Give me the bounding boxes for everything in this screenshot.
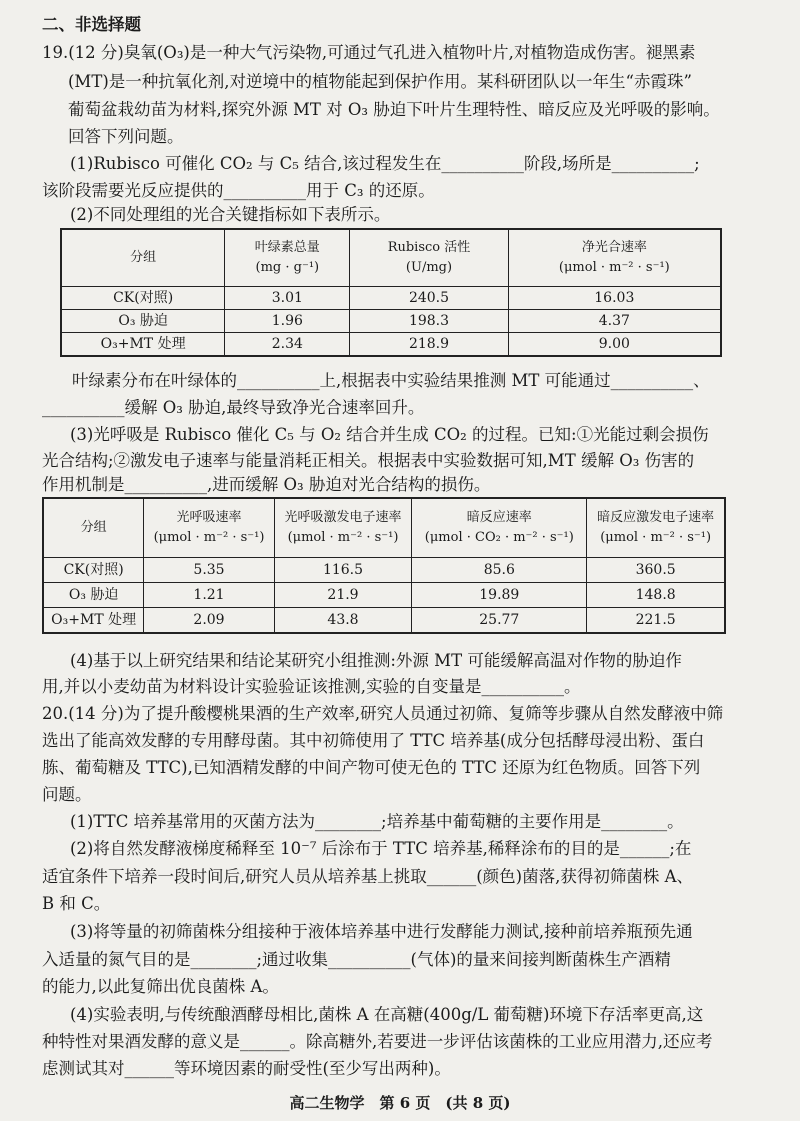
q20-text: 种特性对果酒发酵的意义是______。除高糖外,若要进一步评估该菌株的工业应用潜力,还应考 xyxy=(42,1032,713,1051)
cell: 3.01 xyxy=(225,287,350,310)
table-header xyxy=(508,229,721,287)
cell: O₃+MT 处理 xyxy=(61,333,225,357)
cell: O₃ 胁迫 xyxy=(61,310,225,333)
cell: CK(对照) xyxy=(43,558,144,583)
table-row xyxy=(43,608,725,634)
cell: 16.03 xyxy=(508,287,721,310)
q19-text: (1)Rubisco 可催化 CO₂ 与 C₅ 结合,该过程发生在__________阶段,场所是__________; xyxy=(70,154,700,173)
q19-text: (MT)是一种抗氧化剂,对逆境中的植物能起到保护作用。某科研团队以一年生“赤霞珠” xyxy=(68,72,692,91)
cell: CK(对照) xyxy=(61,287,225,310)
q19-text: 回答下列问题。 xyxy=(68,127,184,146)
header-unit: (μmol · m⁻² · s⁻¹) xyxy=(287,530,399,545)
q20-text: 20.(14 分)为了提升酸樱桃果酒的生产效率,研究人员通过初筛、复筛等步骤从自然发酵液中筛 xyxy=(42,704,724,723)
q19-text: __________缓解 O₃ 胁迫,最终导致净光合速率回升。 xyxy=(42,398,425,417)
table-row xyxy=(43,558,725,583)
q19-text: 用,并以小麦幼苗为材料设计实验验证该推测,实验的自变量是__________。 xyxy=(42,677,581,696)
cell: 21.9 xyxy=(274,583,412,608)
table-header xyxy=(412,498,587,558)
cell: O₃+MT 处理 xyxy=(43,608,144,634)
header-label: 分组 xyxy=(130,250,157,265)
q20-text: (4)实验表明,与传统酿酒酵母相比,菌株 A 在高糖(400g/L 葡萄糖)环境下存活率更高,这 xyxy=(70,1005,704,1024)
table-photosynthesis-indicators xyxy=(60,228,722,357)
header-unit: (U/mg) xyxy=(405,260,453,275)
cell: 240.5 xyxy=(350,287,508,310)
table-row xyxy=(61,287,721,310)
q20-text: 胨、葡萄糖及 TTC),已知酒精发酵的中间产物可使无色的 TTC 还原为红色物质。回答下列 xyxy=(42,758,701,777)
header-unit: (μmol · m⁻² · s⁻¹) xyxy=(558,260,670,275)
cell: 2.34 xyxy=(225,333,350,357)
q20-text: 虑测试其对______等环境因素的耐受性(至少写出两种)。 xyxy=(42,1059,451,1078)
cell: O₃ 胁迫 xyxy=(43,583,144,608)
q20-text: 的能力,以此复筛出优良菌株 A。 xyxy=(42,977,279,996)
q20-text: 问题。 xyxy=(42,785,92,804)
q20-text: 选出了能高效发酵的专用酵母菌。其中初筛使用了 TTC 培养基(成分包括酵母浸出粉、蛋白 xyxy=(42,731,705,750)
q19-text: 叶绿素分布在叶绿体的__________上,根据表中实验结果推测 MT 可能通过__________、 xyxy=(72,371,710,390)
cell: 360.5 xyxy=(587,558,725,583)
page-footer: 高二生物学 第 6 页 (共 8 页) xyxy=(289,1094,511,1112)
cell: 218.9 xyxy=(350,333,508,357)
header-label: 光呼吸激发电子速率 xyxy=(284,510,402,525)
header-label: Rubisco 活性 xyxy=(387,240,471,255)
header-unit: (μmol · m⁻² · s⁻¹) xyxy=(153,530,265,545)
header-label: 叶绿素总量 xyxy=(254,240,320,255)
q19-text: 葡萄盆栽幼苗为材料,探究外源 MT 对 O₃ 胁迫下叶片生理特性、暗反应及光呼吸的影响。 xyxy=(68,100,720,119)
cell: 19.89 xyxy=(412,583,587,608)
q19-text: (2)不同处理组的光合关键指标如下表所示。 xyxy=(70,205,391,224)
table-header-row xyxy=(61,229,721,287)
header-label: 暗反应激发电子速率 xyxy=(597,510,715,525)
cell: 148.8 xyxy=(587,583,725,608)
cell: 1.21 xyxy=(144,583,274,608)
cell: 9.00 xyxy=(508,333,721,357)
q19-text: 19.(12 分)臭氧(O₃)是一种大气污染物,可通过气孔进入植物叶片,对植物造成伤害。褪黑素 xyxy=(42,43,696,62)
q20-text: (1)TTC 培养基常用的灭菌方法为________;培养基中葡萄糖的主要作用是________。 xyxy=(70,812,684,831)
header-unit: (μmol · CO₂ · m⁻² · s⁻¹) xyxy=(424,530,574,545)
q20-text: B 和 C。 xyxy=(42,894,111,913)
table-header xyxy=(225,229,350,287)
cell: 1.96 xyxy=(225,310,350,333)
cell: 43.8 xyxy=(274,608,412,634)
table-header xyxy=(587,498,725,558)
cell: 198.3 xyxy=(350,310,508,333)
q19-text: (3)光呼吸是 Rubisco 催化 C₅ 与 O₂ 结合并生成 CO₂ 的过程。已知:①光能过剩会损伤 xyxy=(70,425,709,444)
header-label: 光呼吸速率 xyxy=(176,510,242,525)
header-label: 分组 xyxy=(80,520,107,535)
cell: 2.09 xyxy=(144,608,274,634)
header-label: 净光合速率 xyxy=(581,240,647,255)
table-row xyxy=(61,310,721,333)
q20-text: 入适量的氮气目的是________;通过收集__________(气体)的量来间接判断菌株生产酒精 xyxy=(42,950,671,969)
cell: 85.6 xyxy=(412,558,587,583)
section-heading: 二、非选择题 xyxy=(42,15,141,34)
cell: 25.77 xyxy=(412,608,587,634)
q20-text: 适宜条件下培养一段时间后,研究人员从培养基上挑取______(颜色)菌落,获得初筛菌株 A、 xyxy=(42,867,694,886)
table-row xyxy=(43,583,725,608)
table-header xyxy=(350,229,508,287)
cell: 4.37 xyxy=(508,310,721,333)
q19-text: (4)基于以上研究结果和结论某研究小组推测:外源 MT 可能缓解高温对作物的胁迫作 xyxy=(70,651,682,670)
table-header xyxy=(144,498,274,558)
cell: 221.5 xyxy=(587,608,725,634)
table-header xyxy=(61,229,225,287)
q20-text: (3)将等量的初筛菌株分组接种于液体培养基中进行发酵能力测试,接种前培养瓶预先通 xyxy=(70,922,693,941)
q20-text: (2)将自然发酵液梯度稀释至 10⁻⁷ 后涂布于 TTC 培养基,稀释涂布的目的是______;在 xyxy=(70,839,692,858)
q19-text: 作用机制是__________,进而缓解 O₃ 胁迫对光合结构的损伤。 xyxy=(42,475,491,494)
header-unit: (μmol · m⁻² · s⁻¹) xyxy=(600,530,712,545)
q19-text: 该阶段需要光反应提供的__________用于 C₃ 的还原。 xyxy=(42,181,435,200)
table-header xyxy=(274,498,412,558)
table-photorespiration xyxy=(42,497,726,634)
cell: 116.5 xyxy=(274,558,412,583)
q19-text: 光合结构;②激发电子速率与能量消耗正相关。根据表中实验数据可知,MT 缓解 O₃ 伤害的 xyxy=(42,451,695,470)
header-label: 暗反应速率 xyxy=(466,510,532,525)
table-row xyxy=(61,333,721,357)
table-header xyxy=(43,498,144,558)
header-unit: (mg · g⁻¹) xyxy=(255,260,320,275)
table-header-row xyxy=(43,498,725,558)
cell: 5.35 xyxy=(144,558,274,583)
